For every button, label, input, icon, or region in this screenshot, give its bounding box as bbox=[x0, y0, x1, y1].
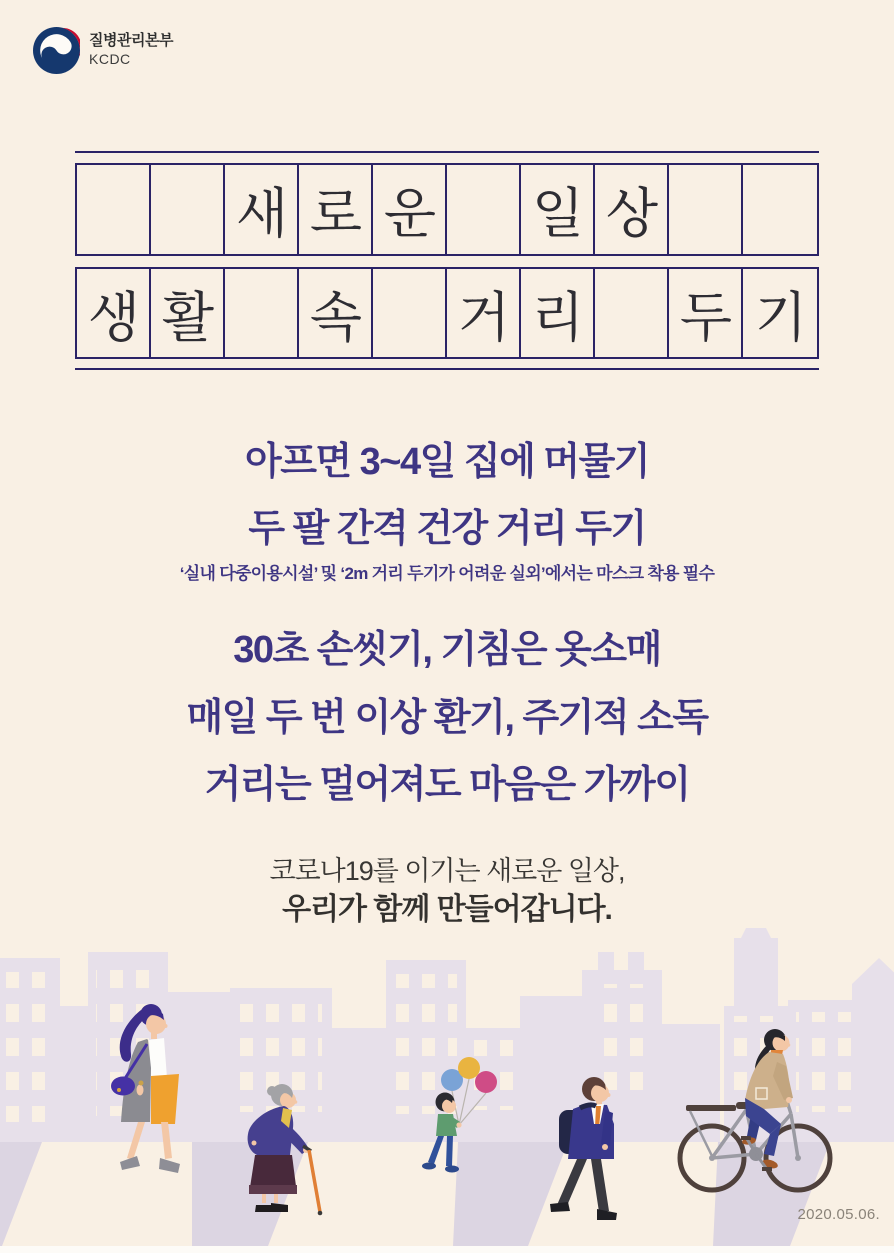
org-name-english: KCDC bbox=[89, 51, 131, 68]
title-grid-row-2 bbox=[75, 267, 819, 359]
grid-cell: 리 bbox=[521, 269, 595, 357]
grid-cell bbox=[669, 165, 743, 254]
org-name-korean: 질병관리본부 bbox=[89, 32, 173, 50]
grid-cell: 활 bbox=[151, 269, 225, 357]
title-grid-bottom-rule bbox=[75, 368, 819, 370]
closing-line-1: 코로나19를 이기는 새로운 일상, bbox=[269, 856, 625, 886]
grid-cell bbox=[225, 269, 299, 357]
guideline-ventilation: 매일 두 번 이상 환기, 주기적 소독 bbox=[186, 697, 708, 739]
grid-cell: 로 bbox=[299, 165, 373, 254]
guideline-hearts-close: 거리는 멀어져도 마음은 가까이 bbox=[204, 764, 690, 806]
guideline-handwashing: 30초 손씻기, 기침은 옷소매 bbox=[233, 629, 661, 671]
grid-cell: 속 bbox=[299, 269, 373, 357]
grid-cell bbox=[595, 269, 669, 357]
publish-date: 2020.05.06. bbox=[797, 1206, 880, 1223]
grid-cell bbox=[373, 269, 447, 357]
grid-cell bbox=[151, 165, 225, 254]
grid-cell bbox=[77, 165, 151, 254]
grid-cell: 상 bbox=[595, 165, 669, 254]
korea-government-emblem-icon bbox=[33, 27, 80, 74]
grid-cell: 일 bbox=[521, 165, 595, 254]
grid-cell: 거 bbox=[447, 269, 521, 357]
grid-cell: 새 bbox=[225, 165, 299, 254]
guideline-mask-note: ‘실내 다중이용시설’ 및 ‘2m 거리 두기가 어려운 실외’에서는 마스크 착용 필수 bbox=[179, 564, 715, 583]
title-grid-top-rule bbox=[75, 151, 819, 153]
grid-cell: 두 bbox=[669, 269, 743, 357]
city-crosswalk-illustration bbox=[0, 928, 894, 1253]
title-grid-row-1 bbox=[75, 163, 819, 256]
grid-cell: 기 bbox=[754, 285, 806, 349]
grid-cell: 생 bbox=[77, 269, 151, 357]
kcdc-logo bbox=[33, 27, 173, 74]
guideline-stay-home: 아프면 3~4일 집에 머물기 bbox=[244, 441, 649, 483]
closing-line-2: 우리가 함께 만들어갑니다. bbox=[282, 893, 612, 926]
grid-cell bbox=[743, 165, 817, 254]
guideline-arm-distance: 두 팔 간격 건강 거리 두기 bbox=[248, 508, 646, 550]
grid-cell: 운 bbox=[373, 165, 447, 254]
grid-cell bbox=[447, 165, 521, 254]
